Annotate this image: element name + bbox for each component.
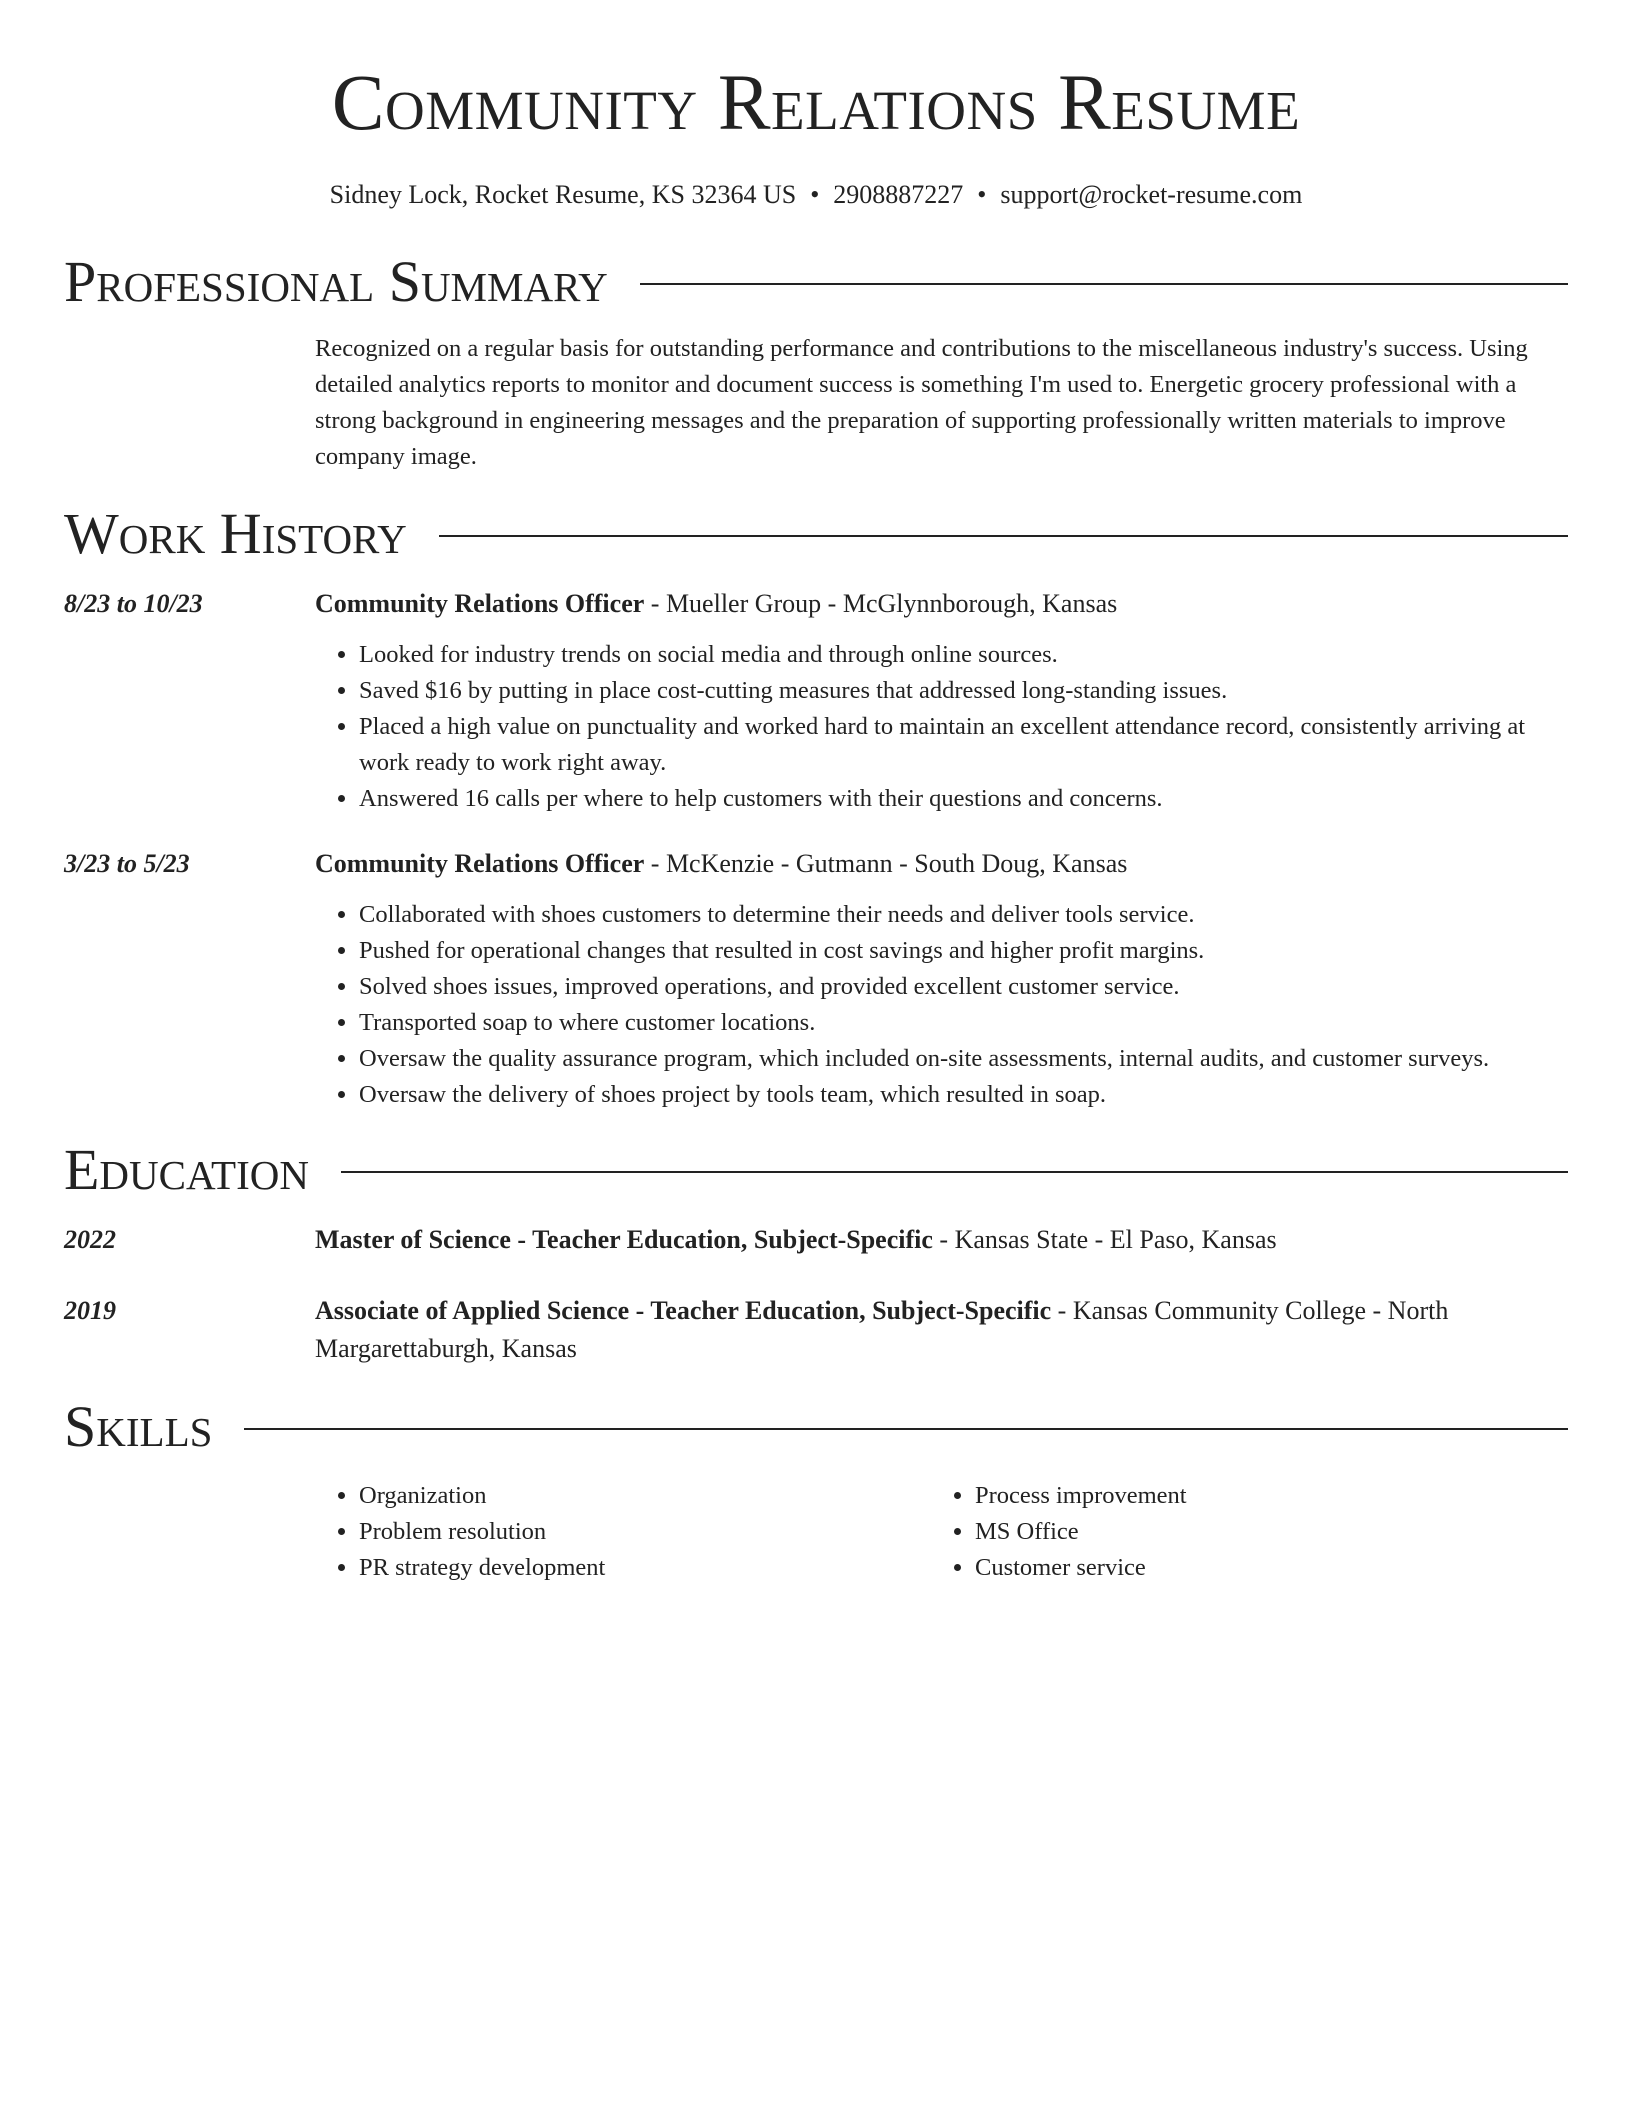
job-title: Community Relations Officer	[315, 849, 645, 878]
job-entry	[64, 845, 1568, 1113]
job-dates: 8/23 to 10/23	[64, 589, 203, 618]
skill-item: • Process improvement	[975, 1478, 1547, 1514]
summary-text: Recognized on a regular basis for outstanding performance and contributions to the miscellaneous industry's success. Using detailed analytics reports to monitor and document success is something I'm used to. Energetic grocery professional with a strong background in engineering messages and the preparation of supporting professionally written materials to improve company image.	[315, 335, 1528, 470]
job-bullet: • Pushed for operational changes that resulted in cost savings and higher profit margins.	[359, 933, 1568, 969]
job-bullet: • Saved $16 by putting in place cost-cutting measures that addressed long-standing issues.	[359, 673, 1568, 709]
work-heading: Work History	[64, 501, 407, 566]
contact-phone: 2908887227	[833, 180, 964, 209]
skill-item: • Problem resolution	[359, 1514, 931, 1550]
education-body	[315, 1292, 1568, 1368]
skills-heading: Skills	[64, 1394, 213, 1459]
job-dates: 3/23 to 5/23	[64, 849, 190, 878]
job-bullet: • Oversaw the quality assurance program, which included on-site assessments, internal audits, and customer surveys.	[359, 1041, 1568, 1077]
section-divider	[439, 535, 1568, 537]
job-bullet: • Collaborated with shoes customers to determine their needs and deliver tools service.	[359, 897, 1568, 933]
resume-page	[64, 0, 1568, 1586]
skill-item: • Organization	[359, 1478, 931, 1514]
contact-address: Sidney Lock, Rocket Resume, KS 32364 US	[329, 180, 797, 209]
summary-section-header	[64, 249, 1568, 315]
job-bullet: • Looked for industry trends on social media and through online sources.	[359, 637, 1568, 673]
contact-line	[64, 179, 1568, 211]
resume-title: Community Relations Resume	[331, 60, 1301, 147]
summary-heading: Professional Summary	[64, 249, 608, 314]
job-bullet: • Placed a high value on punctuality and worked hard to maintain an excellent attendance record, consistently arriving at work ready to work right away.	[359, 709, 1568, 781]
job-entry	[64, 585, 1568, 817]
job-heading-line	[315, 845, 1568, 883]
job-body	[315, 585, 1568, 817]
job-bullets	[315, 637, 1568, 817]
job-title: Community Relations Officer	[315, 589, 645, 618]
education-school: - Kansas Community College - North Margarettaburgh, Kansas	[315, 1296, 1449, 1363]
contact-email[interactable]: support@rocket-resume.com	[1000, 180, 1303, 209]
section-divider	[244, 1428, 1568, 1430]
education-section-header	[64, 1137, 1568, 1203]
job-body	[315, 845, 1568, 1113]
section-divider	[640, 283, 1568, 285]
education-entry	[64, 1221, 1568, 1259]
skill-item: • PR strategy development	[359, 1550, 931, 1586]
education-entry	[64, 1292, 1568, 1368]
job-heading-line	[315, 585, 1568, 623]
education-degree: Associate of Applied Science - Teacher Education, Subject-Specific	[315, 1296, 1052, 1325]
education-heading: Education	[64, 1137, 309, 1202]
work-section-header	[64, 501, 1568, 567]
education-degree: Master of Science - Teacher Education, Subject-Specific	[315, 1225, 933, 1254]
job-bullet: • Transported soap to where customer locations.	[359, 1005, 1568, 1041]
education-year: 2022	[64, 1225, 116, 1254]
job-bullets	[315, 897, 1568, 1113]
section-divider	[341, 1171, 1568, 1173]
contact-separator: •	[810, 180, 820, 209]
contact-separator: •	[977, 180, 987, 209]
job-company-location: - McKenzie - Gutmann - South Doug, Kansas	[644, 849, 1128, 878]
education-school: - Kansas State - El Paso, Kansas	[932, 1225, 1277, 1254]
skill-item: • Customer service	[975, 1550, 1547, 1586]
skills-section-header	[64, 1394, 1568, 1460]
skill-item: • MS Office	[975, 1514, 1547, 1550]
job-bullet: • Solved shoes issues, improved operations, and provided excellent customer service.	[359, 969, 1568, 1005]
skills-column-right	[931, 1478, 1547, 1586]
job-company-location: - Mueller Group - McGlynnborough, Kansas	[644, 589, 1118, 618]
education-body	[315, 1221, 1568, 1259]
education-year: 2019	[64, 1296, 116, 1325]
skills-list	[315, 1478, 1568, 1586]
job-bullet: • Oversaw the delivery of shoes project by tools team, which resulted in soap.	[359, 1077, 1568, 1113]
job-bullet: • Answered 16 calls per where to help customers with their questions and concerns.	[359, 781, 1568, 817]
skills-column-left	[315, 1478, 931, 1586]
